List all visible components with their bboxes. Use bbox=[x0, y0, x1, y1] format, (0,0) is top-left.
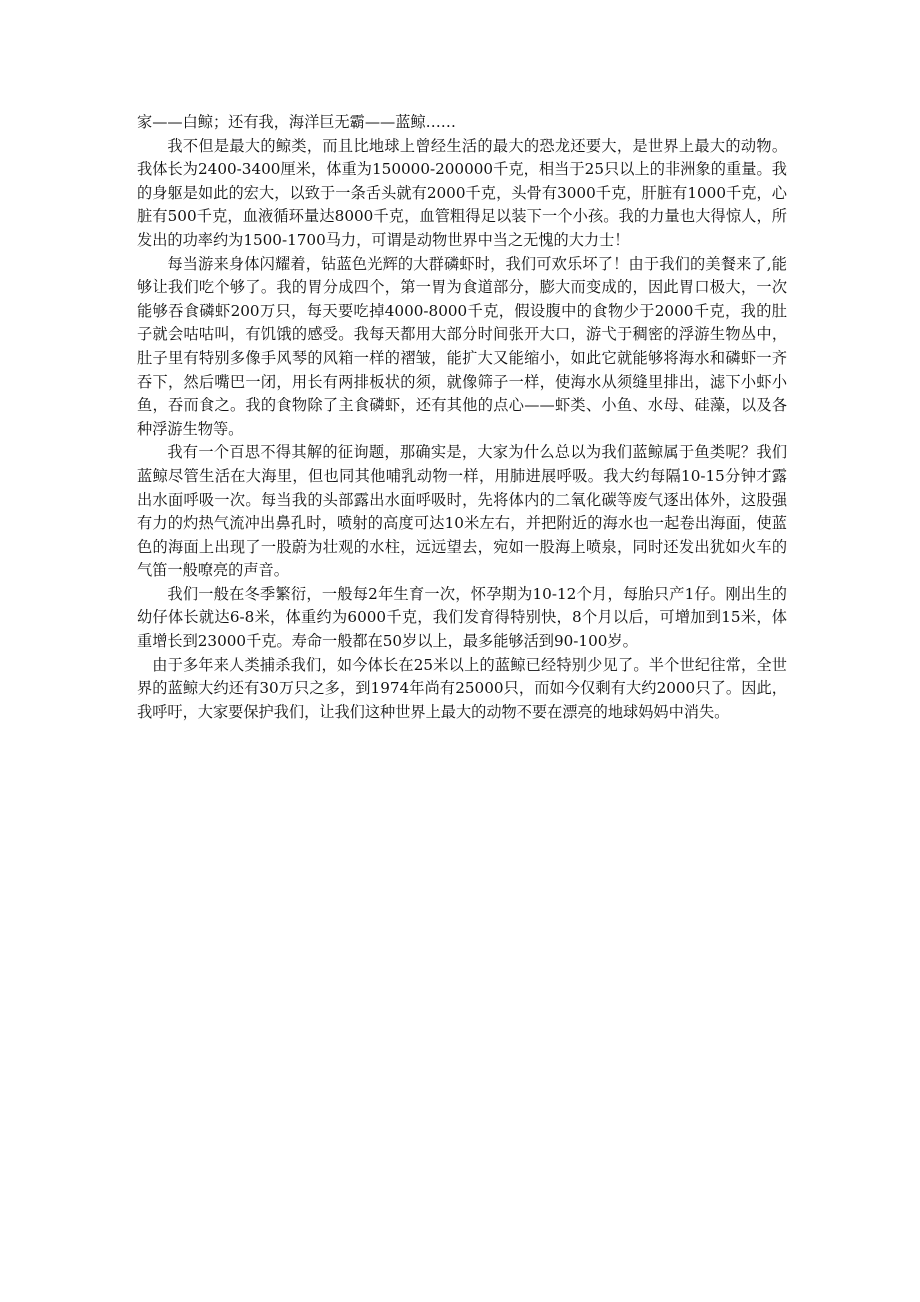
paragraph-intro-fragment: 家——白鲸；还有我，海洋巨无霸——蓝鲸…… bbox=[137, 113, 456, 131]
paragraph-breathing: 我有一个百思不得其解的征询题，那确实是，大家为什么总以为我们蓝鲸属于鱼类呢？我们蓝鲸尽管生活在大海里，但也同其他哺乳动物一样，用肺进展呼吸。我大约每隔10-15分钟才露出水面呼吸一次。每当我的头部露出水面呼吸时，先将体内的二氧化碳等废气逐出体外，这股强有力的灼热气流冲出鼻孔时，喷射的高度可达10米左右，并把附近的海水也一起卷出海面，使蓝色的海面上出现了一股蔚为壮观的水柱，远远望去，宛如一股海上喷泉，同时还发出犹如火车的气笛一般嘹亮的声音。 bbox=[137, 443, 787, 580]
document-body bbox=[137, 111, 787, 724]
paragraph-diet: 每当游来身体闪耀着，钻蓝色光辉的大群磷虾时，我们可欢乐坏了！由于我们的美餐来了,能够让我们吃个够了。我的胃分成四个，第一胃为食道部分，膨大而变成的，因此胃口极大，一次能够吞食磷虾200万只，每天要吃掉4000-8000千克，假设腹中的食物少于2000千克，我的肚子就会咕咕叫，有饥饿的感受。我每天都用大部分时间张开大口，游弋于稠密的浮游生物丛中，肚子里有特别多像手风琴的风箱一样的褶皱，能扩大又能缩小，如此它就能够将海水和磷虾一齐吞下，然后嘴巴一闭，用长有两排板状的须，就像筛子一样，使海水从须缝里排出，滤下小虾小鱼，吞而食之。我的食物除了主食磷虾，还有其他的点心——虾类、小鱼、水母、硅藻，以及各种浮游生物等。 bbox=[137, 254, 787, 438]
paragraph-conservation: 由于多年来人类捕杀我们，如今体长在25米以上的蓝鲸已经特别少见了。半个世纪往常，全世界的蓝鲸大约还有30万只之多，到1974年尚有25000只，而如今仅剩有大约2000只了。因此，我呼吁，大家要保护我们，让我们这种世界上最大的动物不要在漂亮的地球妈妈中消失。 bbox=[137, 655, 787, 721]
paragraph-size: 我不但是最大的鲸类，而且比地球上曾经生活的最大的恐龙还要大，是世界上最大的动物。我体长为2400-3400厘米，体重为150000-200000千克，相当于25只以上的非洲象的重量。我的身躯是如此的宏大，以致于一条舌头就有2000千克，头骨有3000千克，肝脏有1000千克，心脏有500千克，血液循环量达8000千克，血管粗得足以装下一个小孩。我的力量也大得惊人，所发出的功率约为1500-1700马力，可谓是动物世界中当之无愧的大力士！ bbox=[137, 136, 787, 249]
paragraph-reproduction: 我们一般在冬季繁衍，一般每2年生育一次，怀孕期为10-12个月，每胎只产1仔。刚出生的幼仔体长就达6-8米，体重约为6000千克，我们发育得特别快，8个月以后，可增加到15米，体重增长到23000千克。寿命一般都在50岁以上，最多能够活到90-100岁。 bbox=[137, 584, 787, 651]
